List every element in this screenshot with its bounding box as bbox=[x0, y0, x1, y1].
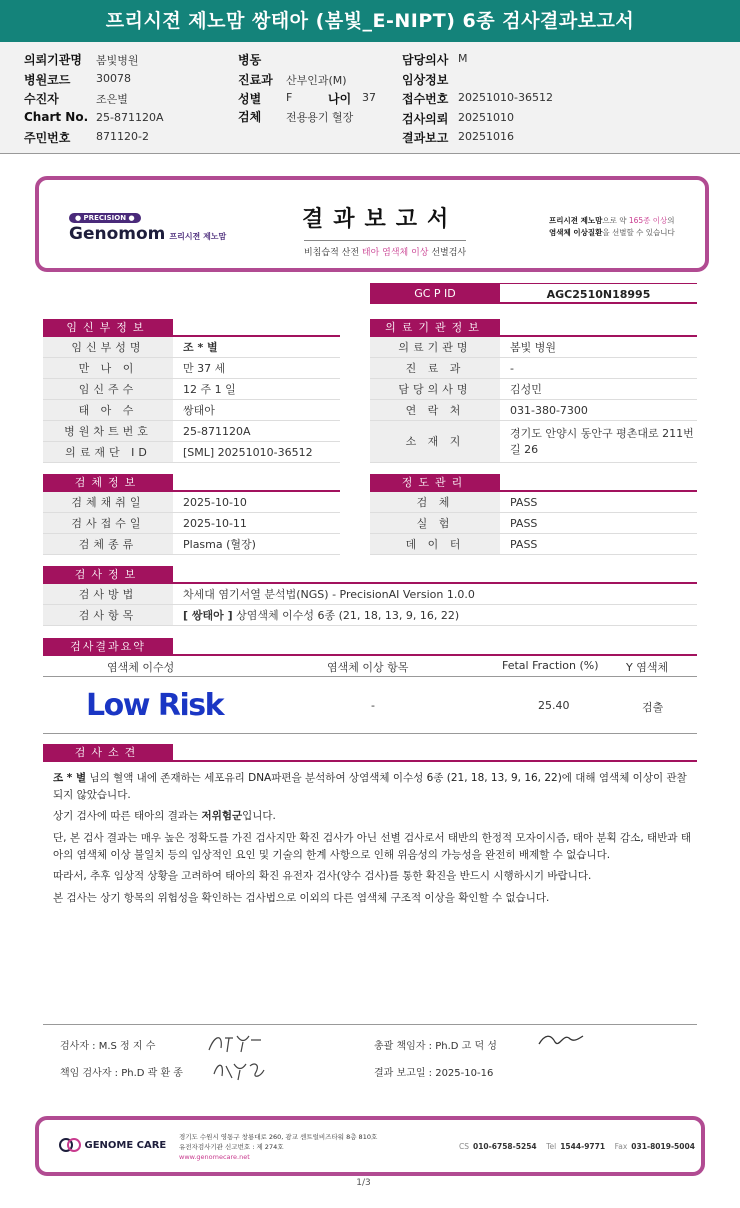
table-row: 검사방법 차세대 염기서열 분석법(NGS) - PrecisionAI Version 1.0.0 bbox=[43, 584, 697, 605]
opinion-paragraph-5: 본 검사는 상기 항목의 위험성을 확인하는 검사법으로 이외의 다른 염색체 구조적 이상을 확인할 수 없습니다. bbox=[53, 892, 550, 904]
opinion-paragraph-4: 따라서, 추후 임상적 상황을 고려하여 태아의 확진 유전자 검사(양수 검사)를 통한 확진을 반드시 시행하시기 바랍니다. bbox=[53, 870, 592, 882]
table-row: 검 체 PASS bbox=[370, 492, 697, 513]
info-doctor: 담당의사 M bbox=[402, 52, 468, 67]
gc-pid-label: GC P ID bbox=[370, 283, 500, 304]
chief-officer: 총괄 책임자 : Ph.D 고 덕 성 bbox=[374, 1041, 497, 1052]
table-row: 담당의사명 김성민 bbox=[370, 379, 697, 400]
genomom-logo: Genomom 프리시젼 제노맘 bbox=[69, 224, 227, 244]
genome-care-logo-icon bbox=[59, 1138, 81, 1152]
banner-subtitle: 비침습적 산전 태아 염색체 이상 선별검사 bbox=[304, 240, 466, 258]
info-report-date: 결과보고 20251016 bbox=[402, 130, 514, 145]
chief-tester: 책임 검사자 : Ph.D 곽 환 종 bbox=[60, 1068, 183, 1079]
info-sex: 성별 F bbox=[238, 91, 293, 106]
pregnant-info-header: 임신부정보 bbox=[43, 319, 173, 337]
precision-pill: ● PRECISION ● bbox=[69, 213, 141, 223]
table-row: 태 아 수 쌍태아 bbox=[43, 400, 340, 421]
info-receipt-no: 접수번호 20251010-36512 bbox=[402, 91, 553, 106]
footer-contacts: CS 010-6758-5254 Tel 1544-9771 Fax 031-8019-5004 bbox=[459, 1142, 695, 1151]
fetal-fraction: 25.40 bbox=[538, 699, 570, 712]
table-row: 실 험 PASS bbox=[370, 513, 697, 534]
info-request-date: 검사의뢰 20251010 bbox=[402, 111, 514, 126]
info-age: 나이 37 bbox=[328, 91, 376, 106]
info-department: 진료과 산부인과(M) bbox=[238, 73, 347, 87]
opinion-header: 검사소견 bbox=[43, 744, 173, 762]
table-row: 임신부성명 조 * 별 bbox=[43, 337, 340, 358]
table-row: 검사항목 [ 쌍태아 ] 상염색체 이수성 6종 (21, 18, 13, 9, 16, 22) bbox=[43, 605, 697, 626]
banner-tagline: 프리시젼 제노맘으로 약 165종 이상의 염색체 이상질환을 선별할 수 있습니다 bbox=[549, 216, 675, 237]
footer-address: 경기도 수원시 영통구 창룡대로 260, 광교 센트럴비즈타워 8층 810호 유전자검사기관 신고번호 : 제 274호 www.genomecare.net bbox=[179, 1133, 378, 1161]
risk-result: Low Risk bbox=[86, 688, 224, 723]
report-title: 프리시젼 제노맘 쌍태아 (봄빛_E-NIPT) 6종 검사결과보고서 bbox=[0, 0, 740, 42]
abnormal-item: - bbox=[371, 699, 375, 712]
tester: 검사자 : M.S 정 지 수 bbox=[60, 1041, 156, 1052]
footer-url[interactable]: www.genomecare.net bbox=[179, 1153, 250, 1161]
info-ward: 병동 bbox=[238, 53, 262, 67]
specimen-info-header: 검체정보 bbox=[43, 474, 173, 492]
genome-care-logo: GENOME CARE bbox=[59, 1138, 166, 1152]
table-row: 의료재단 ID [SML] 20251010-36512 bbox=[43, 442, 340, 463]
table-row: 데 이 터 PASS bbox=[370, 534, 697, 555]
table-row: 병원차트번호 25-871120A bbox=[43, 421, 340, 442]
summary-bottom-line bbox=[43, 733, 697, 734]
table-row: 임신주수 12 주 1 일 bbox=[43, 379, 340, 400]
report-banner bbox=[35, 176, 709, 272]
table-row: 소 재 지 경기도 안양시 동안구 평촌대로 211번 길 26 bbox=[370, 421, 697, 463]
table-row: 연 락 처 031-380-7300 bbox=[370, 400, 697, 421]
banner-title: 결과보고서 bbox=[302, 207, 459, 232]
info-hospital: 의뢰기관명 봄빛병원 bbox=[24, 53, 139, 67]
info-specimen: 검체 전용용기 혈장 bbox=[238, 110, 354, 124]
info-resident-no: 주민번호 871120-2 bbox=[24, 130, 149, 145]
info-clinical: 임상정보 bbox=[402, 73, 449, 87]
opinion-paragraph-2: 상기 검사에 따른 태아의 결과는 저위험군입니다. bbox=[53, 810, 276, 822]
page-number: 1/3 bbox=[356, 1178, 371, 1188]
summary-header: 검사결과요약 bbox=[43, 638, 173, 656]
table-row: 검사접수일 2025-10-11 bbox=[43, 513, 340, 534]
gc-pid bbox=[370, 283, 697, 304]
test-info-header: 검사정보 bbox=[43, 566, 173, 584]
info-chart-no: Chart No. 25-871120A bbox=[24, 110, 164, 124]
hospital-info-header: 의료기관정보 bbox=[370, 319, 500, 337]
footer-card bbox=[35, 1116, 705, 1176]
y-chromosome: 검출 bbox=[642, 701, 664, 714]
chief-tester-signature bbox=[210, 1056, 268, 1082]
report-date: 결과 보고일 : 2025-10-16 bbox=[374, 1068, 494, 1079]
tester-signature bbox=[205, 1030, 265, 1056]
signature-divider bbox=[43, 1024, 697, 1025]
gc-pid-value: AGC2510N18995 bbox=[500, 283, 697, 304]
table-row: 만 나 이 만 37 세 bbox=[43, 358, 340, 379]
opinion-paragraph-1: 조 * 별 님의 혈액 내에 존재하는 세포유리 DNA파편을 분석하여 상염색체 이수성 6종 (21, 18, 13, 9, 16, 22)에 대해 염색체 이상이 관찰되지 않았습니다. bbox=[53, 772, 687, 801]
table-row: 진 료 과 - bbox=[370, 358, 697, 379]
table-row: 검체채취일 2025-10-10 bbox=[43, 492, 340, 513]
summary-columns: 염색체 이수성 염색체 이상 항목 Fetal Fraction (%) Y 염색체 bbox=[43, 655, 697, 677]
patient-info-panel bbox=[0, 42, 740, 154]
opinion-header-line bbox=[43, 760, 697, 762]
info-hospital-code: 병원코드 30078 bbox=[24, 72, 131, 87]
table-row: 의료기관명 봄빛 병원 bbox=[370, 337, 697, 358]
info-patient: 수진자 조은별 bbox=[24, 92, 128, 106]
table-row: 검체종류 Plasma (혈장) bbox=[43, 534, 340, 555]
chief-signature bbox=[535, 1028, 587, 1050]
qc-header: 정도관리 bbox=[370, 474, 500, 492]
opinion-paragraph-3: 단, 본 검사 결과는 매우 높은 정확도를 가진 검사지만 확진 검사가 아닌 선별 검사로서 태반의 한정적 모자이시즘, 태아 분획 감소, 태반과 태아의 염색체 이상 불일치 등의 임상적인 요인 및 기술의 한계 사항으로 인해 위음성의 가능성을 완전히 배제할 수 없습니다. bbox=[53, 832, 691, 861]
